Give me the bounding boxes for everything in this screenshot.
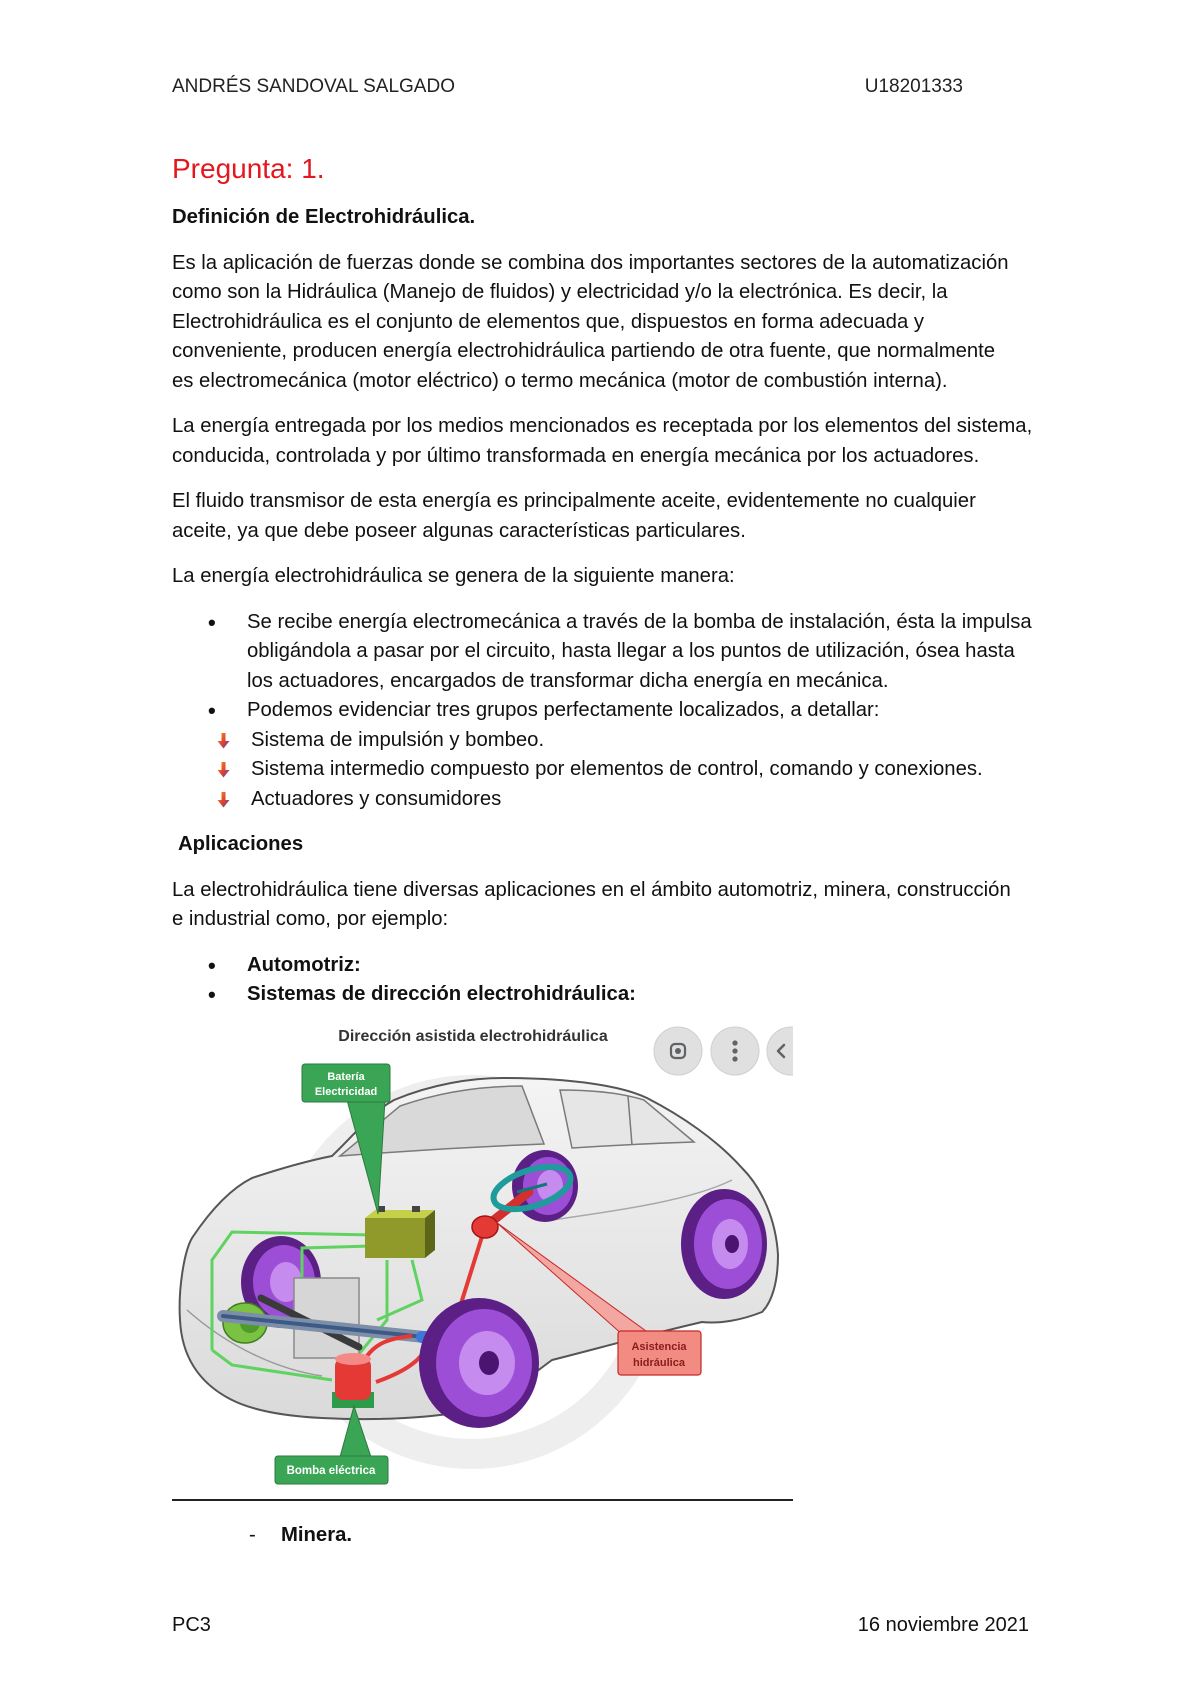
- question-title: Pregunta: 1.: [172, 153, 325, 184]
- electric-pump: [332, 1353, 374, 1408]
- group-item: [172, 726, 1052, 756]
- paragraph-line: El fluido transmisor de esta energía es principalmente aceite, evidentemente no cualquier: [172, 490, 976, 512]
- paragraph-line: La electrohidráulica tiene diversas aplicaciones en el ámbito automotriz, minera, construcción: [172, 878, 1011, 901]
- document-body: [172, 147, 1052, 1010]
- diagram-title: Dirección asistida electrohidráulica: [338, 1028, 608, 1045]
- paragraph-line: conveniente, producen energía electrohidráulica partiendo de otra fuente, que normalmente: [172, 340, 996, 362]
- assist-label-line: Asistencia: [631, 1341, 687, 1353]
- footer-date: 16 noviembre 2021: [857, 1614, 1029, 1636]
- applications-paragraph: [172, 876, 1052, 935]
- fluid-paragraph: [172, 487, 1052, 546]
- list-item: [172, 980, 1052, 1010]
- sublist-marker: -: [249, 1524, 256, 1546]
- paragraph-line: conducida, controlada y por último transformada en energía mecánica por los actuadores.: [172, 444, 980, 467]
- energy-paragraph: [172, 412, 1052, 471]
- list-item: [172, 608, 1052, 697]
- front-right-wheel: [419, 1298, 539, 1428]
- bullet-glyph: •: [208, 952, 216, 978]
- more-options-icon[interactable]: [711, 1027, 759, 1075]
- footer-left: PC3: [172, 1614, 211, 1636]
- paragraph-line: aceite, ya que debe poseer algunas características particulares.: [172, 519, 746, 542]
- applications-heading: Aplicaciones: [178, 833, 304, 855]
- steering-diagram-image: [172, 1020, 793, 1489]
- list-item-line: obligándola a pasar por el circuito, hasta llegar a los puntos de utilización, ósea hasta: [247, 640, 1015, 662]
- definition-paragraph: [172, 249, 1052, 397]
- list-item: [172, 951, 1052, 981]
- paragraph-line: como son la Hidráulica (Manejo de fluidos) y electricidad y/o la electrónica. Es decir, la: [172, 281, 948, 303]
- bullet-glyph: •: [208, 982, 216, 1007]
- header-student-code: U18201333: [864, 76, 963, 97]
- generation-intro-paragraph: [172, 562, 1052, 592]
- generation-list: [172, 608, 1052, 815]
- applications-heading-block: [172, 830, 1052, 860]
- arrow-bullet-icon: [217, 792, 230, 808]
- assist-label-line: hidráulica: [633, 1357, 685, 1369]
- application-item-automotriz: Automotriz:: [247, 953, 361, 976]
- group-item-text: Sistema intermedio compuesto por elementos de control, comando y conexiones.: [251, 758, 983, 780]
- definition-heading-block: [172, 203, 1052, 233]
- paragraph-line: La energía entregada por los medios mencionados es receptada por los elementos del sistema,: [172, 415, 1033, 437]
- lens-icon[interactable]: [654, 1027, 702, 1075]
- application-item-steering: Sistemas de dirección electrohidráulica:: [247, 983, 636, 1005]
- battery: [365, 1206, 435, 1258]
- steering-diagram-svg: [172, 1020, 793, 1489]
- rear-right-wheel: [681, 1189, 767, 1299]
- list-item-line: Podemos evidenciar tres grupos perfectamente localizados, a detallar:: [247, 699, 880, 721]
- sublist-item-minera: Minera.: [281, 1524, 353, 1546]
- arrow-bullet-icon: [217, 733, 230, 749]
- definition-heading: Definición de Electrohidráulica.: [172, 206, 476, 228]
- paragraph-line: es electromecánica (motor eléctrico) o termo mecánica (motor de combustión interna).: [172, 369, 948, 392]
- horizontal-rule: [172, 1499, 793, 1501]
- list-item-line: los actuadores, encargados de transformar dicha energía en mecánica.: [247, 669, 889, 692]
- bullet-glyph: •: [208, 609, 216, 635]
- battery-label-line: Batería: [327, 1071, 365, 1083]
- arrow-bullet-icon: [217, 762, 230, 778]
- group-item: [172, 755, 1052, 785]
- bullet-glyph: •: [208, 698, 216, 723]
- paragraph-line: Es la aplicación de fuerzas donde se combina dos importantes sectores de la automatización: [172, 251, 1009, 274]
- pump-label: Bomba eléctrica: [286, 1465, 376, 1477]
- list-item: [172, 696, 1052, 726]
- group-item-text: Sistema de impulsión y bombeo.: [251, 728, 545, 751]
- header-author: ANDRÉS SANDOVAL SALGADO: [172, 76, 455, 97]
- applications-list: [172, 951, 1052, 1010]
- group-item-text: Actuadores y consumidores: [251, 787, 502, 810]
- battery-label-line: Electricidad: [314, 1086, 378, 1098]
- paragraph-line: Electrohidráulica es el conjunto de elementos que, dispuestos en forma adecuada y: [172, 310, 925, 333]
- list-item-line: Se recibe energía electromecánica a través de la bomba de instalación, ésta la impulsa: [247, 610, 1032, 633]
- paragraph-line: La energía electrohidráulica se genera de la siguiente manera:: [172, 565, 735, 587]
- paragraph-line: e industrial como, por ejemplo:: [172, 908, 449, 930]
- group-item: [172, 785, 1052, 815]
